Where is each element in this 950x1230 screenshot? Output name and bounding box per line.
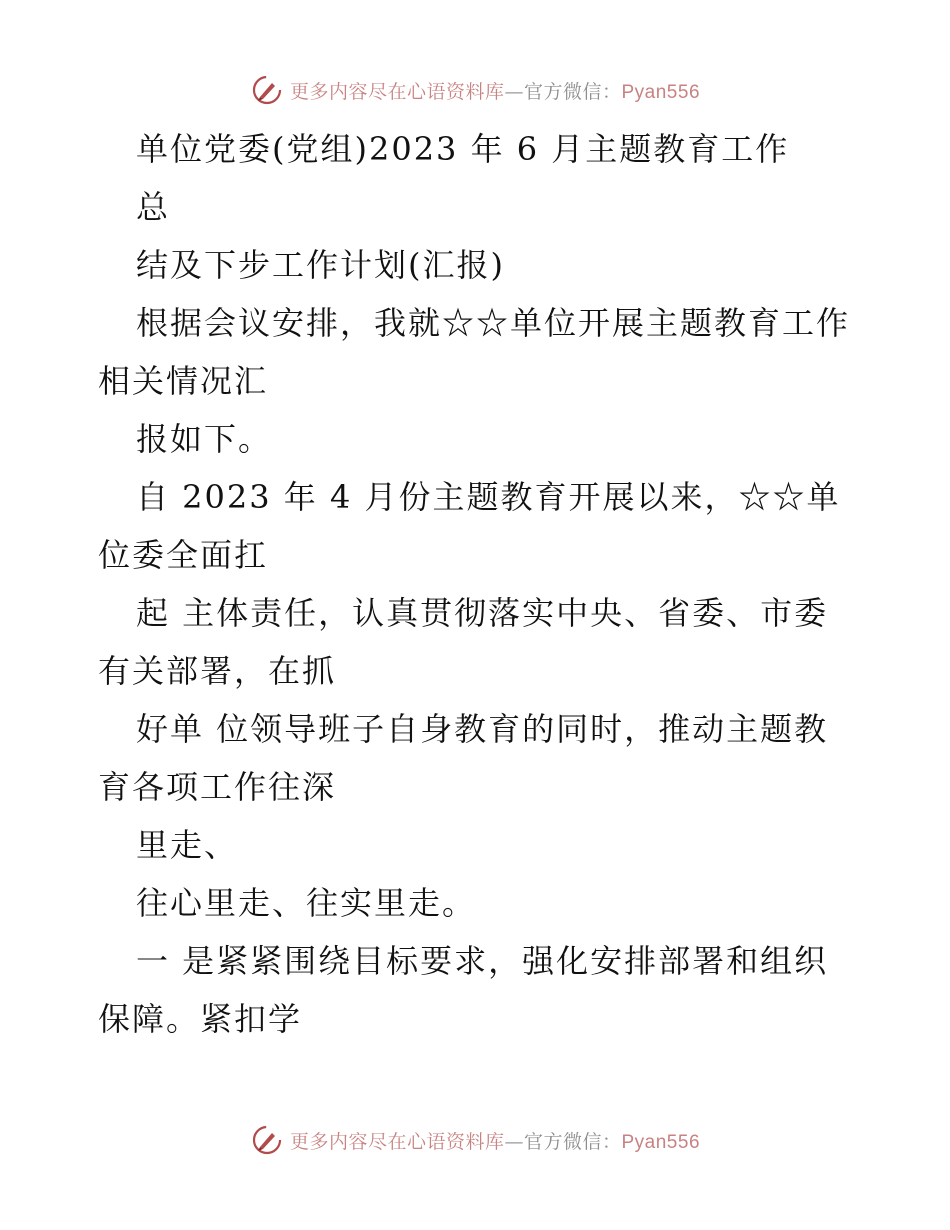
pen-logo-icon bbox=[250, 73, 284, 107]
text-line: 总 bbox=[136, 188, 171, 226]
text-line: 根据会议安排，我就☆☆单位开展主题教育工作 bbox=[136, 304, 851, 342]
watermark-account: Pyan556 bbox=[621, 81, 701, 103]
pen-logo-icon bbox=[250, 1123, 284, 1157]
watermark-wechat-label: 官方微信： bbox=[523, 1130, 622, 1153]
footer-watermark bbox=[0, 1120, 950, 1160]
text-line: 一 是紧紧围绕目标要求，强化安排部署和组织 bbox=[136, 942, 829, 980]
watermark-main: 更多内容尽在心语资料库 bbox=[289, 80, 505, 103]
text-line: 里走、 bbox=[136, 826, 239, 864]
watermark-dash: — bbox=[504, 80, 524, 103]
text-line: 报如下。 bbox=[136, 420, 273, 458]
text-line: 单位党委(党组)2023 年 6 月主题教育工作 bbox=[136, 130, 790, 168]
watermark-wechat-label: 官方微信： bbox=[523, 80, 622, 103]
watermark-main: 更多内容尽在心语资料库 bbox=[289, 1130, 505, 1153]
watermark-account: Pyan556 bbox=[621, 1131, 701, 1153]
text-line: 好单 位领导班子自身教育的同时，推动主题教 bbox=[136, 710, 829, 748]
text-line: 起 主体责任，认真贯彻落实中央、省委、市委 bbox=[136, 594, 829, 632]
text-line: 往心里走、往实里走。 bbox=[136, 884, 477, 922]
text-line: 自 2023 年 4 月份主题教育开展以来，☆☆单 bbox=[136, 478, 841, 516]
document-body bbox=[98, 120, 858, 1048]
header-watermark bbox=[0, 70, 950, 110]
text-line: 结及下步工作计划(汇报) bbox=[136, 246, 505, 284]
watermark-text bbox=[290, 77, 700, 104]
text-line: 相关情况汇 bbox=[98, 362, 269, 400]
text-line: 保障。紧扣学 bbox=[98, 1000, 303, 1038]
text-line: 有关部署，在抓 bbox=[98, 652, 337, 690]
watermark-text bbox=[290, 1127, 700, 1154]
text-line: 位委全面扛 bbox=[98, 536, 269, 574]
watermark-dash: — bbox=[504, 1130, 524, 1153]
text-line: 育各项工作往深 bbox=[98, 768, 337, 806]
